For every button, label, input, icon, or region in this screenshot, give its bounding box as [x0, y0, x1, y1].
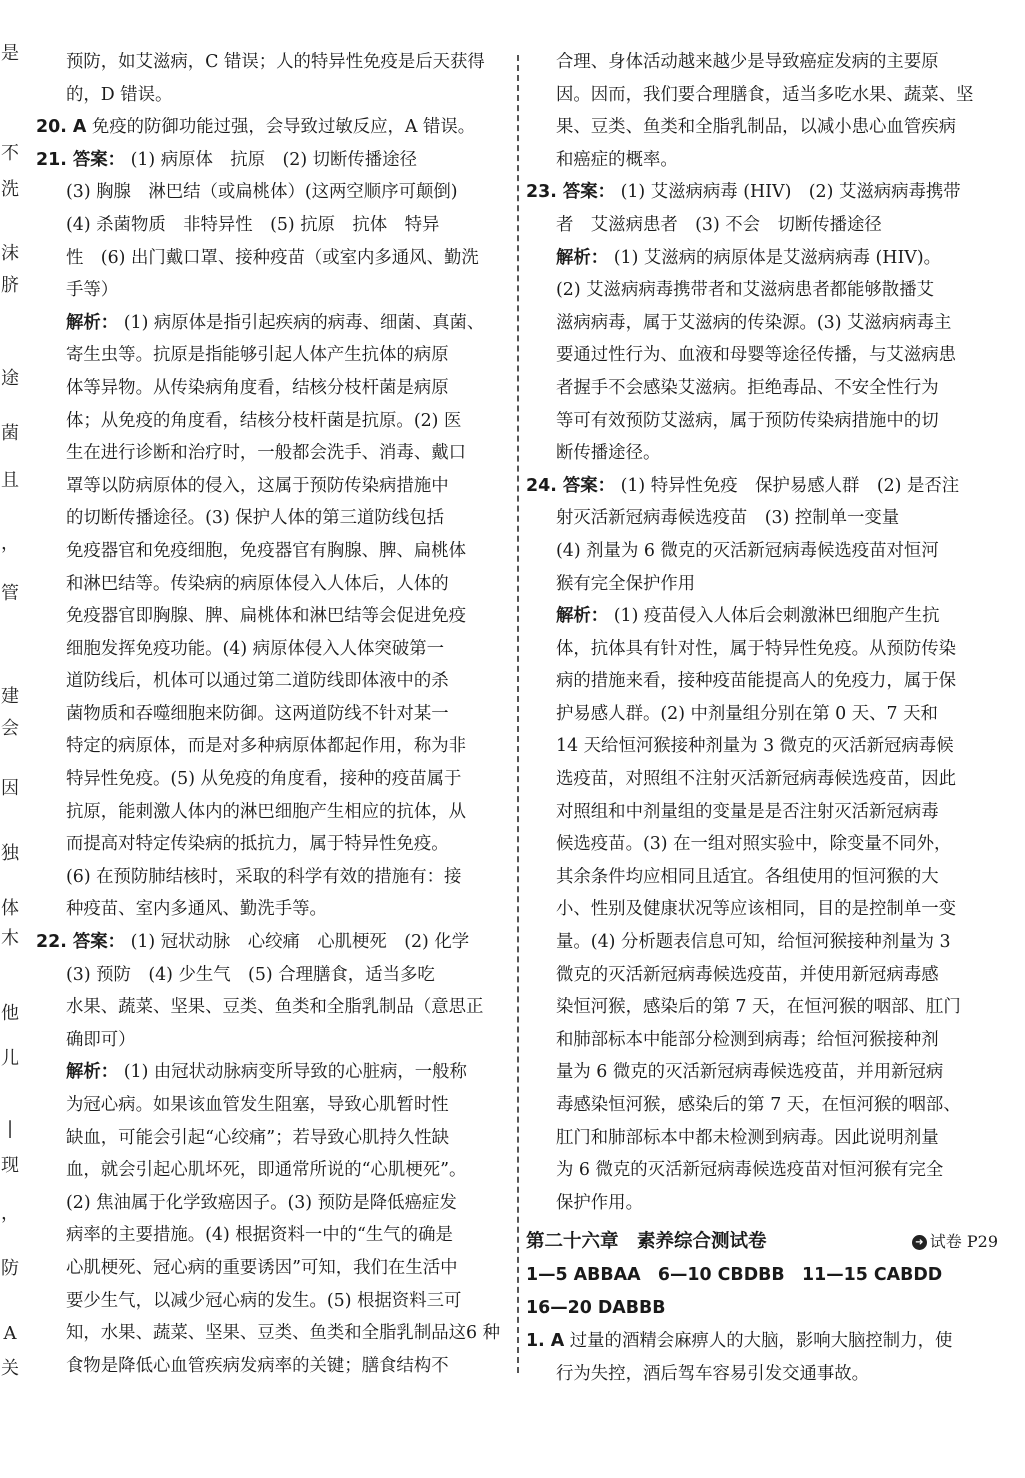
line-text: 体；从免疫的角度看，结核分枝杆菌是抗原。(2) 医 [66, 410, 462, 431]
edge-char: 防 [1, 1258, 19, 1279]
line-text: 小、性别及健康状况等应该相同，目的是控制单一变 [556, 899, 956, 920]
line-text: (2) 焦油属于化学致癌因子。(3) 预防是降低癌症发 [66, 1192, 457, 1213]
text-line [526, 828, 998, 861]
text-line [526, 1325, 998, 1358]
text-line [36, 1285, 506, 1318]
line-text: (4) 杀菌物质 非特异性 (5) 抗原 抗体 特异 [66, 214, 440, 235]
line-text: 护易感人群。(2) 中剂量组分别在第 0 天、7 天和 [556, 703, 938, 724]
text-line [526, 79, 998, 112]
item-label: 解析： [66, 1062, 119, 1083]
line-text: 微克的灭活新冠病毒候选疫苗，并使用新冠病毒感 [556, 964, 939, 985]
edge-char: 现 [1, 1155, 19, 1176]
text-line [36, 502, 506, 535]
text-line [36, 893, 506, 926]
text-line [526, 665, 998, 698]
line-text: 体等异物。从传染病角度看，结核分枝杆菌是病原 [66, 377, 449, 398]
line-text: 量。(4) 分析题表信息可知，给恒河猴接种剂量为 3 [556, 932, 951, 953]
line-text: (1) 疫苗侵入人体后会刺激淋巴细胞产生抗 [613, 606, 940, 627]
text-line [36, 1089, 506, 1122]
text-line [526, 1024, 998, 1057]
text-line [526, 1122, 998, 1155]
line-text: 等可有效预防艾滋病，属于预防传染病措施中的切 [556, 410, 939, 431]
text-line [36, 568, 506, 601]
line-text: 其余条件均应相同且适宜。各组使用的恒河猴的大 [556, 866, 939, 887]
text-line [526, 372, 998, 405]
line-text: 因。因而，我们要合理膳食，适当多吃水果、蔬菜、坚 [556, 84, 974, 105]
text-line [36, 405, 506, 438]
line-text: 食物是降低心血管疾病发病率的关键；膳食结构不 [66, 1355, 449, 1376]
text-line [36, 1056, 506, 1089]
line-text: (4) 剂量为 6 微克的灭活新冠病毒候选疫苗对恒河 [556, 540, 939, 561]
line-text: 病的措施来看，接种疫苗能提高人的免疫力，属于保 [556, 671, 956, 692]
line-text: 细胞发挥免疫功能。(4) 病原体侵入人体突破第一 [66, 638, 444, 659]
column-divider [517, 55, 519, 1373]
edge-char: 沫 [1, 243, 19, 264]
text-line [526, 1056, 998, 1089]
text-line [526, 405, 998, 438]
edge-char: 关 [1, 1358, 19, 1379]
text-line [36, 633, 506, 666]
line-text: 病率的主要措施。(4) 根据资料一中的“生气的确是 [66, 1225, 453, 1246]
arrow-right-icon: ➜ [912, 1235, 927, 1250]
text-line [526, 861, 998, 894]
line-text: 射灭活新冠病毒候选疫苗 (3) 控制单一变量 [556, 508, 900, 529]
edge-char: ， [1, 533, 19, 554]
edge-char: A [3, 1323, 17, 1344]
line-text: 性 (6) 出门戴口罩、接种疫苗（或室内多通风、勤洗 [66, 247, 479, 268]
text-line [36, 144, 506, 177]
item-label: 22. 答案： [36, 932, 126, 953]
line-text: 免疫的防御功能过强，会导致过敏反应，A 错误。 [91, 117, 476, 138]
text-line [36, 274, 506, 307]
text-line [526, 111, 998, 144]
line-text: 手等） [66, 280, 119, 301]
edge-char: 途 [1, 368, 19, 389]
edge-char: 儿 [1, 1048, 19, 1069]
item-label: 1. A [526, 1331, 565, 1352]
line-text: 者 艾滋病患者 (3) 不会 切断传播途径 [556, 214, 882, 235]
text-line [526, 307, 998, 340]
answer-key-row: 16—20 DABBB [526, 1298, 666, 1319]
edge-char: 建 [1, 686, 19, 707]
line-text: 断传播途径。 [556, 443, 661, 464]
line-text: 毒感染恒河猴，感染后的第 7 天，在恒河猴的咽部、 [556, 1095, 961, 1115]
text-line [36, 242, 506, 275]
text-line [36, 79, 506, 112]
left-column [36, 46, 506, 1382]
text-line [36, 307, 506, 340]
text-line [526, 959, 998, 992]
text-line [36, 665, 506, 698]
text-line [526, 926, 998, 959]
text-line [526, 144, 998, 177]
line-text: 的，D 错误。 [66, 84, 173, 105]
text-line [36, 535, 506, 568]
line-text: 心肌梗死、冠心病的重要诱因”可知，我们在生活中 [66, 1257, 458, 1278]
line-text: 确即可） [66, 1029, 136, 1050]
line-text: 行为失控，酒后驾车容易引发交通事故。 [556, 1363, 870, 1384]
line-text: 要通过性行为、血液和母婴等途径传播，与艾滋病患 [556, 345, 956, 366]
line-text: 免疫器官即胸腺、脾、扁桃体和淋巴结等会促进免疫 [66, 606, 466, 627]
text-line [526, 1358, 998, 1391]
text-line [526, 209, 998, 242]
text-line [36, 861, 506, 894]
text-line [36, 828, 506, 861]
item-label: 24. 答案： [526, 475, 616, 496]
edge-char: 管 [1, 583, 19, 604]
line-text: 对照组和中剂量组的变量是是否注射灭活新冠病毒 [556, 801, 939, 822]
line-text: 14 天给恒河猴接种剂量为 3 微克的灭活新冠病毒候 [556, 736, 954, 757]
line-text: 知，水果、蔬菜、坚果、豆类、鱼类和全脂乳制品这6 种 [66, 1323, 500, 1344]
edge-char: 脐 [1, 275, 19, 296]
text-line [526, 1089, 998, 1122]
reference-label: 试卷 P29 [929, 1232, 998, 1252]
edge-char: 因 [1, 778, 19, 799]
line-text: 特异性免疫。(5) 从免疫的角度看，接种的疫苗属于 [66, 769, 462, 790]
line-text: (1) 艾滋病的病原体是艾滋病病毒 (HIV)。 [613, 247, 942, 268]
text-line [36, 763, 506, 796]
text-line [526, 1187, 998, 1220]
text-line [526, 535, 998, 568]
line-text: (1) 特异性免疫 保护易感人群 (2) 是否注 [620, 475, 960, 496]
line-text: (3) 胸腺 淋巴结（或扁桃体）(这两空顺序可颠倒) [66, 182, 458, 203]
edge-char: ， [1, 1203, 19, 1224]
text-line [526, 893, 998, 926]
right-column [526, 46, 998, 1391]
item-label: 23. 答案： [526, 182, 616, 203]
line-text: 为 6 微克的灭活新冠病毒候选疫苗对恒河猴有完全 [556, 1160, 944, 1181]
edge-char: 是 [1, 43, 19, 64]
text-line [526, 763, 998, 796]
edge-char: 他 [1, 1003, 19, 1024]
edge-char: 独 [1, 843, 19, 864]
line-text: 和淋巴结等。传染病的病原体侵入人体后，人体的 [66, 573, 449, 594]
edge-char: 体 [1, 898, 19, 919]
line-text: 道防线后，机体可以通过第二道防线即体液中的杀 [66, 671, 449, 692]
text-line [526, 46, 998, 79]
line-text: 猴有完全保护作用 [556, 573, 696, 594]
edge-char: | [6, 1118, 14, 1139]
text-line [526, 1154, 998, 1187]
text-line [526, 991, 998, 1024]
text-line [36, 1350, 506, 1383]
line-text: 抗原，能刺激人体内的淋巴细胞产生相应的抗体，从 [66, 801, 466, 822]
text-line [526, 274, 998, 307]
item-label: 20. A [36, 117, 87, 138]
line-text: 选疫苗，对照组不注射灭活新冠病毒候选疫苗，因此 [556, 769, 956, 790]
line-text: 的切断传播途径。(3) 保护人体的第三道防线包括 [66, 508, 444, 529]
line-text: 而提高对特定传染病的抵抗力，属于特异性免疫。 [66, 834, 449, 855]
text-line [526, 242, 998, 275]
line-text: 免疫器官和免疫细胞，免疫器官有胸腺、脾、扁桃体 [66, 540, 466, 561]
text-line [36, 1122, 506, 1155]
text-line [36, 600, 506, 633]
text-line [526, 698, 998, 731]
item-label: 21. 答案： [36, 149, 126, 170]
text-line [36, 959, 506, 992]
line-text: 和癌症的概率。 [556, 149, 678, 170]
text-line [36, 111, 506, 144]
text-line [36, 730, 506, 763]
item-label: 解析： [556, 247, 609, 268]
question-1-explanation [526, 1325, 998, 1390]
line-text: 和肺部标本中能部分检测到病毒；给恒河猴接种剂 [556, 1029, 939, 1050]
section-title: 第二十六章 素养综合测试卷 [526, 1231, 767, 1253]
line-text: 过量的酒精会麻痹人的大脑，影响大脑控制力，使 [569, 1331, 953, 1352]
line-text: 染恒河猴，感染后的第 7 天，在恒河猴的咽部、肛门 [556, 997, 961, 1018]
edge-char: 菌 [1, 423, 19, 444]
text-line [36, 991, 506, 1024]
text-line [36, 1252, 506, 1285]
line-text: 预防，如艾滋病，C 错误；人的特异性免疫是后天获得 [66, 52, 485, 72]
right-column-answers [526, 46, 998, 1219]
line-text: 滋病病毒，属于艾滋病的传染源。(3) 艾滋病病毒主 [556, 312, 952, 333]
line-text: (1) 冠状动脉 心绞痛 心肌梗死 (2) 化学 [130, 932, 470, 953]
line-text: 缺血，可能会引起“心绞痛”；若导致心肌持久性缺 [66, 1127, 449, 1148]
line-text: 要少生气，以减少冠心病的发生。(5) 根据资料三可 [66, 1290, 462, 1311]
edge-char: 木 [1, 928, 19, 949]
line-text: 种疫苗、室内多通风、勤洗手等。 [66, 899, 327, 920]
text-line [36, 46, 506, 79]
line-text: 菌物质和吞噬细胞来防御。这两道防线不针对某一 [66, 703, 449, 724]
line-text: 血，就会引起心肌坏死，即通常所说的“心肌梗死”。 [66, 1160, 467, 1181]
line-text: 保护作用。 [556, 1192, 643, 1213]
text-line [526, 568, 998, 601]
text-line [526, 470, 998, 503]
edge-char: 会 [1, 718, 19, 739]
text-line [526, 176, 998, 209]
line-text: (3) 预防 (4) 少生气 (5) 合理膳食，适当多吃 [66, 964, 435, 985]
line-text: (1) 由冠状动脉病变所导致的心脏病，一般称 [123, 1062, 467, 1083]
text-line [36, 470, 506, 503]
line-text: (1) 艾滋病病毒 (HIV) (2) 艾滋病病毒携带 [620, 182, 961, 203]
text-line [36, 1317, 506, 1350]
line-text: (6) 在预防肺结核时，采取的科学有效的措施有：接 [66, 866, 462, 887]
text-line [36, 1187, 506, 1220]
text-line [526, 730, 998, 763]
line-text: 体，抗体具有针对性，属于特异性免疫。从预防传染 [556, 638, 956, 659]
edge-char: 洗 [1, 179, 19, 200]
text-line [36, 1219, 506, 1252]
line-text: 水果、蔬菜、坚果、豆类、鱼类和全脂乳制品（意思正 [66, 997, 484, 1018]
line-text: 合理、身体活动越来越少是导致癌症发病的主要原 [556, 52, 939, 72]
text-line [526, 339, 998, 372]
text-line [526, 502, 998, 535]
section-heading [526, 1225, 998, 1259]
line-text: 肛门和肺部标本中都未检测到病毒。因此说明剂量 [556, 1127, 939, 1148]
text-line [526, 633, 998, 666]
text-line [36, 176, 506, 209]
line-text: 量为 6 微克的灭活新冠病毒候选疫苗，并用新冠病 [556, 1062, 944, 1083]
text-line [36, 372, 506, 405]
line-text: 罩等以防病原体的侵入，这属于预防传染病措施中 [66, 475, 449, 496]
item-label: 解析： [66, 312, 119, 333]
test-paper-reference [912, 1226, 998, 1259]
line-text: 果、豆类、鱼类和全脂乳制品，以减小患心血管疾病 [556, 117, 956, 138]
answer-key-row: 1—5 ABBAA 6—10 CBDBB 11—15 CABDD [526, 1265, 943, 1286]
text-line [36, 339, 506, 372]
line-text: (1) 病原体 抗原 (2) 切断传播途径 [130, 149, 417, 170]
edge-char: 不 [1, 143, 19, 164]
line-text: (2) 艾滋病病毒携带者和艾滋病患者都能够散播艾 [556, 280, 934, 301]
text-line [36, 1154, 506, 1187]
line-text: 候选疫苗。(3) 在一组对照实验中，除变量不同外， [556, 834, 952, 855]
text-line [526, 437, 998, 470]
text-line [36, 796, 506, 829]
edge-char: 且 [1, 470, 19, 491]
item-label: 解析： [556, 606, 609, 627]
text-line [36, 698, 506, 731]
line-text: (1) 病原体是指引起疾病的病毒、细菌、真菌、 [123, 312, 485, 333]
text-line [36, 1024, 506, 1057]
line-text: 为冠心病。如果该血管发生阻塞，导致心肌暂时性 [66, 1095, 449, 1115]
text-line [526, 600, 998, 633]
text-line [36, 437, 506, 470]
line-text: 特定的病原体，而是对多种病原体都起作用，称为非 [66, 736, 466, 757]
line-text: 寄生虫等。抗原是指能够引起人体产生抗体的病原 [66, 345, 449, 366]
line-text: 生在进行诊断和治疗时，一般都会洗手、消毒、戴口 [66, 443, 466, 464]
text-line [526, 796, 998, 829]
text-line [36, 926, 506, 959]
text-line [36, 209, 506, 242]
line-text: 者握手不会感染艾滋病。拒绝毒品、不安全性行为 [556, 377, 939, 398]
